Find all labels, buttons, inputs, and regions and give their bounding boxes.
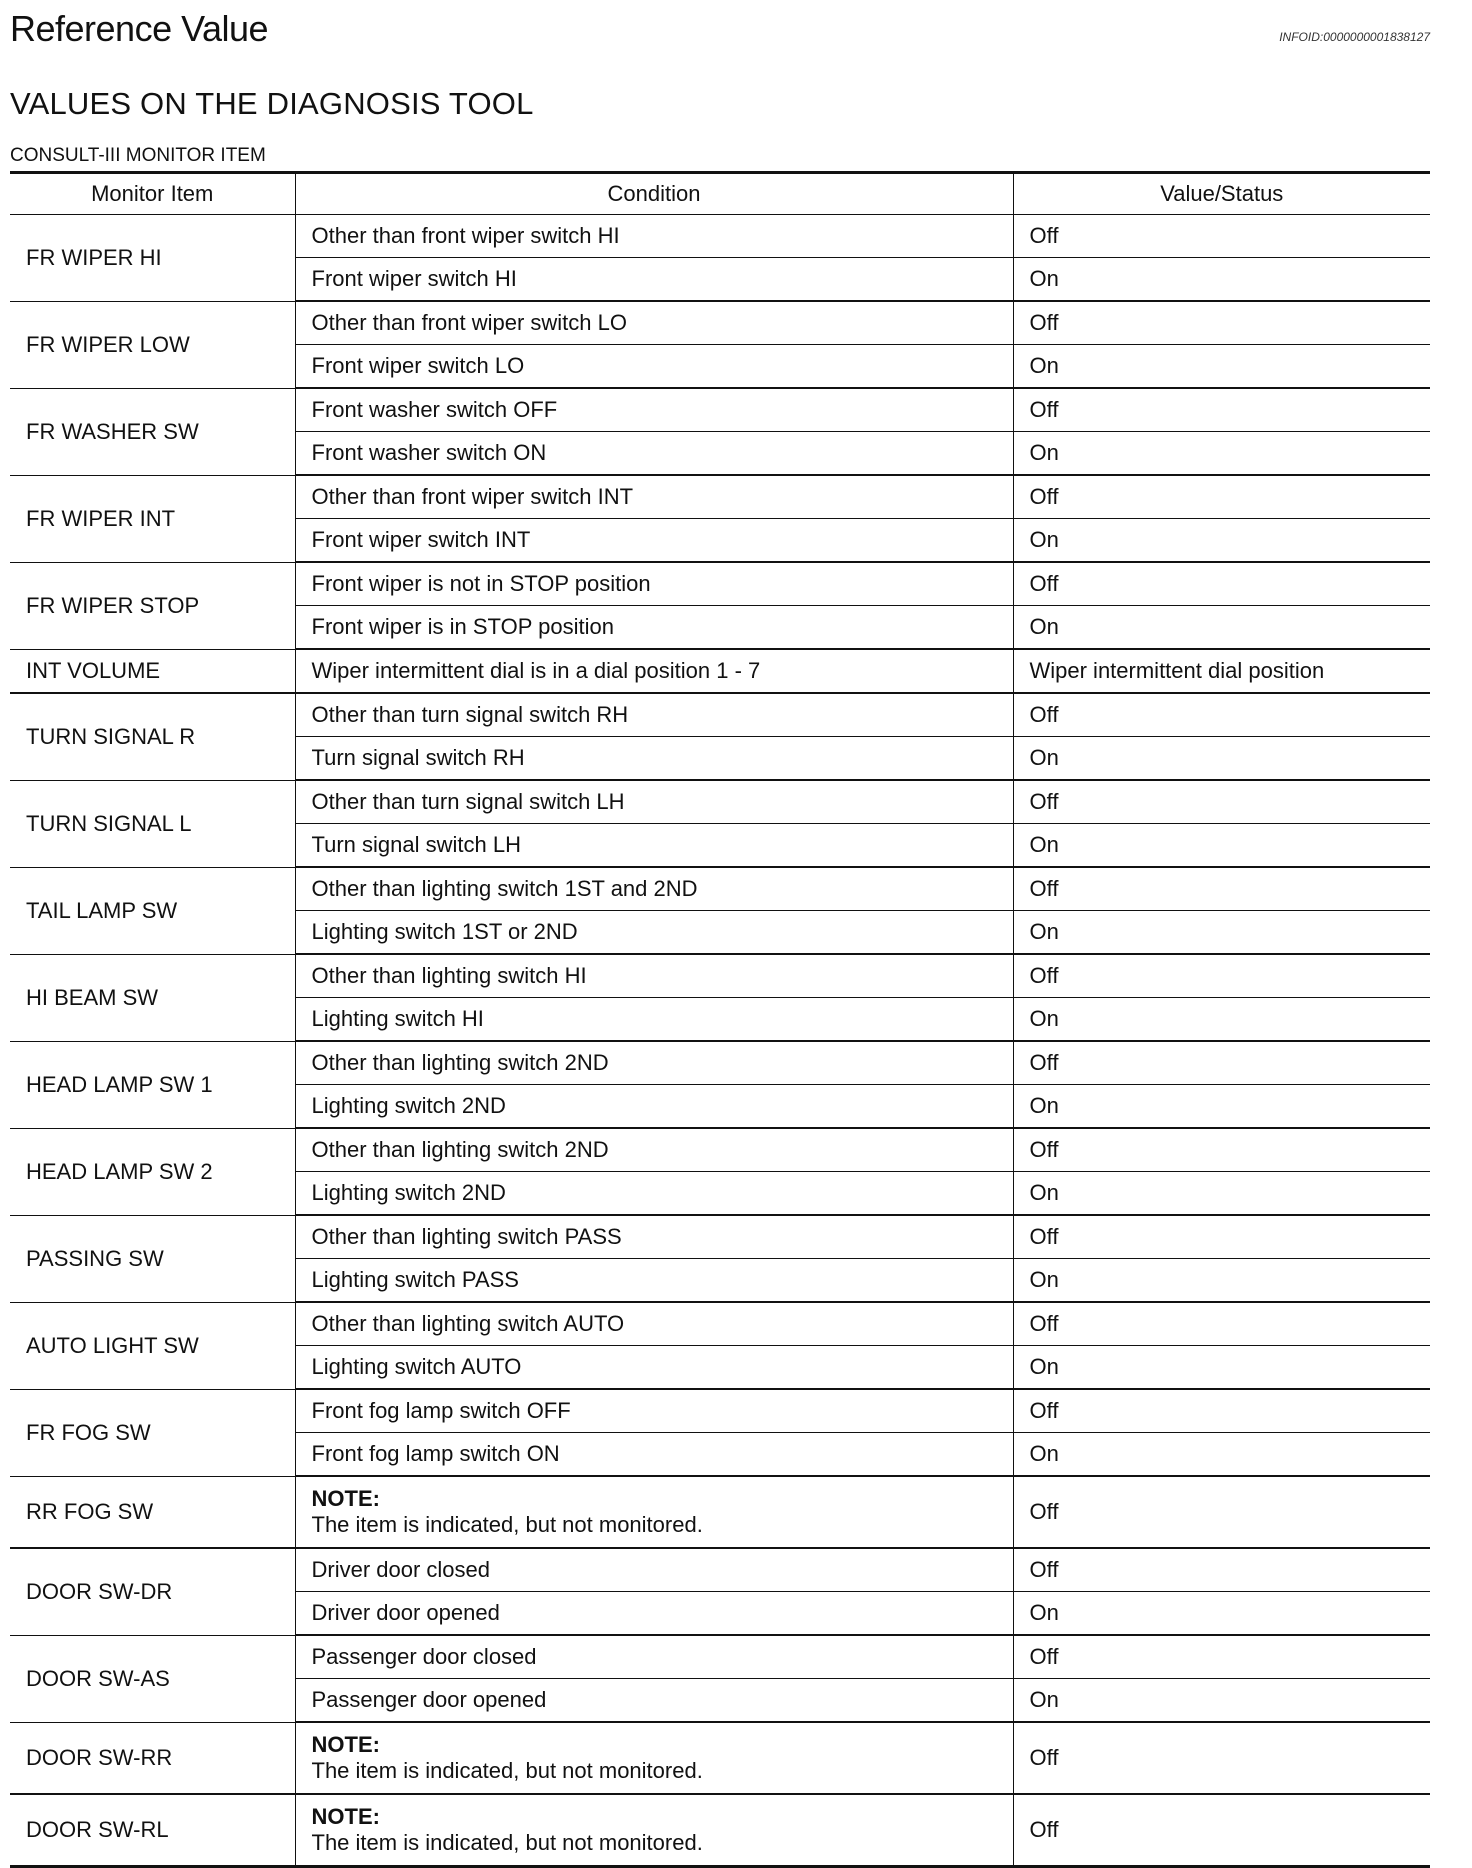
condition-cell: Front wiper switch INT bbox=[295, 519, 1013, 563]
value-status-cell: Off bbox=[1013, 867, 1430, 911]
table-row bbox=[10, 1215, 1430, 1259]
table-row bbox=[10, 388, 1430, 432]
table-row bbox=[10, 780, 1430, 824]
condition-cell: Lighting switch 2ND bbox=[295, 1172, 1013, 1216]
condition-cell: Other than lighting switch 1ST and 2ND bbox=[295, 867, 1013, 911]
condition-cell: Lighting switch 1ST or 2ND bbox=[295, 911, 1013, 955]
value-status-cell: Off bbox=[1013, 215, 1430, 258]
monitor-item-cell: FR WASHER SW bbox=[10, 388, 295, 475]
monitor-item-cell: DOOR SW-AS bbox=[10, 1635, 295, 1722]
condition-cell: Front fog lamp switch ON bbox=[295, 1433, 1013, 1477]
monitor-item-cell: TURN SIGNAL R bbox=[10, 693, 295, 780]
value-status-cell: Off bbox=[1013, 1215, 1430, 1259]
info-id: INFOID:0000000001838127 bbox=[1279, 30, 1430, 44]
value-status-cell: On bbox=[1013, 1592, 1430, 1636]
condition-cell: Front fog lamp switch OFF bbox=[295, 1389, 1013, 1433]
table-row bbox=[10, 693, 1430, 737]
monitor-item-cell: FR FOG SW bbox=[10, 1389, 295, 1476]
monitor-item-cell: FR WIPER INT bbox=[10, 475, 295, 562]
table-row bbox=[10, 1302, 1430, 1346]
monitor-item-cell: DOOR SW-RL bbox=[10, 1794, 295, 1867]
note-label: NOTE: bbox=[311, 1732, 380, 1757]
condition-cell bbox=[295, 1722, 1013, 1794]
page-title: Reference Value bbox=[10, 8, 268, 49]
monitor-item-cell: RR FOG SW bbox=[10, 1476, 295, 1548]
header bbox=[10, 0, 1430, 56]
value-status-cell: Off bbox=[1013, 1548, 1430, 1592]
value-status-cell: Wiper intermittent dial position bbox=[1013, 649, 1430, 693]
column-header-condition: Condition bbox=[295, 173, 1013, 215]
value-status-cell: Off bbox=[1013, 1476, 1430, 1548]
condition-cell: Front washer switch OFF bbox=[295, 388, 1013, 432]
value-status-cell: Off bbox=[1013, 1302, 1430, 1346]
monitor-item-table bbox=[10, 171, 1430, 1868]
monitor-item-cell: DOOR SW-RR bbox=[10, 1722, 295, 1794]
value-status-cell: On bbox=[1013, 998, 1430, 1042]
condition-cell: Other than lighting switch AUTO bbox=[295, 1302, 1013, 1346]
monitor-item-cell: DOOR SW-DR bbox=[10, 1548, 295, 1635]
note-label: NOTE: bbox=[311, 1804, 380, 1829]
table-body bbox=[10, 215, 1430, 1867]
table-row bbox=[10, 301, 1430, 345]
monitor-item-cell: HEAD LAMP SW 1 bbox=[10, 1041, 295, 1128]
value-status-cell: On bbox=[1013, 1433, 1430, 1477]
value-status-cell: Off bbox=[1013, 1128, 1430, 1172]
table-row bbox=[10, 215, 1430, 258]
value-status-cell: Off bbox=[1013, 954, 1430, 998]
condition-cell: Passenger door opened bbox=[295, 1679, 1013, 1723]
note-text: The item is indicated, but not monitored. bbox=[311, 1512, 703, 1537]
condition-cell: Other than front wiper switch INT bbox=[295, 475, 1013, 519]
monitor-item-cell: TAIL LAMP SW bbox=[10, 867, 295, 954]
value-status-cell: On bbox=[1013, 824, 1430, 868]
condition-cell: Front wiper is not in STOP position bbox=[295, 562, 1013, 606]
condition-cell: Driver door closed bbox=[295, 1548, 1013, 1592]
condition-cell: Other than lighting switch HI bbox=[295, 954, 1013, 998]
table-row bbox=[10, 1476, 1430, 1548]
monitor-item-cell: HI BEAM SW bbox=[10, 954, 295, 1041]
value-status-cell: On bbox=[1013, 1346, 1430, 1390]
condition-cell: Front washer switch ON bbox=[295, 432, 1013, 476]
note-text: The item is indicated, but not monitored. bbox=[311, 1758, 703, 1783]
condition-cell bbox=[295, 1476, 1013, 1548]
section-title: VALUES ON THE DIAGNOSIS TOOL bbox=[10, 86, 534, 121]
monitor-item-cell: FR WIPER STOP bbox=[10, 562, 295, 649]
value-status-cell: On bbox=[1013, 432, 1430, 476]
monitor-item-cell: INT VOLUME bbox=[10, 649, 295, 693]
condition-cell bbox=[295, 1794, 1013, 1867]
table-row bbox=[10, 1635, 1430, 1679]
table-row bbox=[10, 1041, 1430, 1085]
value-status-cell: Off bbox=[1013, 1389, 1430, 1433]
value-status-cell: On bbox=[1013, 1679, 1430, 1723]
table-row bbox=[10, 562, 1430, 606]
document-page bbox=[10, 0, 1430, 1855]
value-status-cell: Off bbox=[1013, 1722, 1430, 1794]
value-status-cell: Off bbox=[1013, 1635, 1430, 1679]
condition-cell: Other than front wiper switch HI bbox=[295, 215, 1013, 258]
note-text: The item is indicated, but not monitored. bbox=[311, 1830, 703, 1855]
condition-cell: Front wiper switch LO bbox=[295, 345, 1013, 389]
table-header-row bbox=[10, 173, 1430, 215]
table-row bbox=[10, 1722, 1430, 1794]
condition-cell: Lighting switch PASS bbox=[295, 1259, 1013, 1303]
monitor-item-cell: PASSING SW bbox=[10, 1215, 295, 1302]
column-header-value-status: Value/Status bbox=[1013, 173, 1430, 215]
value-status-cell: On bbox=[1013, 345, 1430, 389]
table-row bbox=[10, 1128, 1430, 1172]
condition-cell: Lighting switch 2ND bbox=[295, 1085, 1013, 1129]
value-status-cell: On bbox=[1013, 606, 1430, 650]
condition-cell: Other than turn signal switch RH bbox=[295, 693, 1013, 737]
table-row bbox=[10, 954, 1430, 998]
condition-cell: Driver door opened bbox=[295, 1592, 1013, 1636]
condition-cell: Passenger door closed bbox=[295, 1635, 1013, 1679]
condition-cell: Lighting switch HI bbox=[295, 998, 1013, 1042]
value-status-cell: On bbox=[1013, 519, 1430, 563]
value-status-cell: On bbox=[1013, 258, 1430, 302]
table-row bbox=[10, 475, 1430, 519]
value-status-cell: Off bbox=[1013, 780, 1430, 824]
condition-cell: Turn signal switch LH bbox=[295, 824, 1013, 868]
monitor-item-cell: AUTO LIGHT SW bbox=[10, 1302, 295, 1389]
value-status-cell: Off bbox=[1013, 562, 1430, 606]
table-row bbox=[10, 1389, 1430, 1433]
condition-cell: Other than lighting switch 2ND bbox=[295, 1128, 1013, 1172]
condition-cell: Lighting switch AUTO bbox=[295, 1346, 1013, 1390]
condition-cell: Wiper intermittent dial is in a dial position 1 - 7 bbox=[295, 649, 1013, 693]
value-status-cell: On bbox=[1013, 911, 1430, 955]
value-status-cell: Off bbox=[1013, 388, 1430, 432]
value-status-cell: On bbox=[1013, 1172, 1430, 1216]
condition-cell: Other than turn signal switch LH bbox=[295, 780, 1013, 824]
monitor-item-cell: FR WIPER LOW bbox=[10, 301, 295, 388]
monitor-item-cell: TURN SIGNAL L bbox=[10, 780, 295, 867]
table-caption: CONSULT-III MONITOR ITEM bbox=[10, 145, 266, 166]
value-status-cell: On bbox=[1013, 737, 1430, 781]
value-status-cell: On bbox=[1013, 1085, 1430, 1129]
value-status-cell: On bbox=[1013, 1259, 1430, 1303]
column-header-monitor-item: Monitor Item bbox=[10, 173, 295, 215]
value-status-cell: Off bbox=[1013, 1794, 1430, 1867]
value-status-cell: Off bbox=[1013, 693, 1430, 737]
condition-cell: Front wiper is in STOP position bbox=[295, 606, 1013, 650]
condition-cell: Other than front wiper switch LO bbox=[295, 301, 1013, 345]
value-status-cell: Off bbox=[1013, 301, 1430, 345]
table-row bbox=[10, 867, 1430, 911]
condition-cell: Front wiper switch HI bbox=[295, 258, 1013, 302]
value-status-cell: Off bbox=[1013, 475, 1430, 519]
monitor-item-cell: FR WIPER HI bbox=[10, 215, 295, 302]
table-row bbox=[10, 1794, 1430, 1867]
condition-cell: Other than lighting switch 2ND bbox=[295, 1041, 1013, 1085]
value-status-cell: Off bbox=[1013, 1041, 1430, 1085]
table-row bbox=[10, 649, 1430, 693]
note-label: NOTE: bbox=[311, 1486, 380, 1511]
monitor-item-cell: HEAD LAMP SW 2 bbox=[10, 1128, 295, 1215]
condition-cell: Turn signal switch RH bbox=[295, 737, 1013, 781]
table-row bbox=[10, 1548, 1430, 1592]
condition-cell: Other than lighting switch PASS bbox=[295, 1215, 1013, 1259]
